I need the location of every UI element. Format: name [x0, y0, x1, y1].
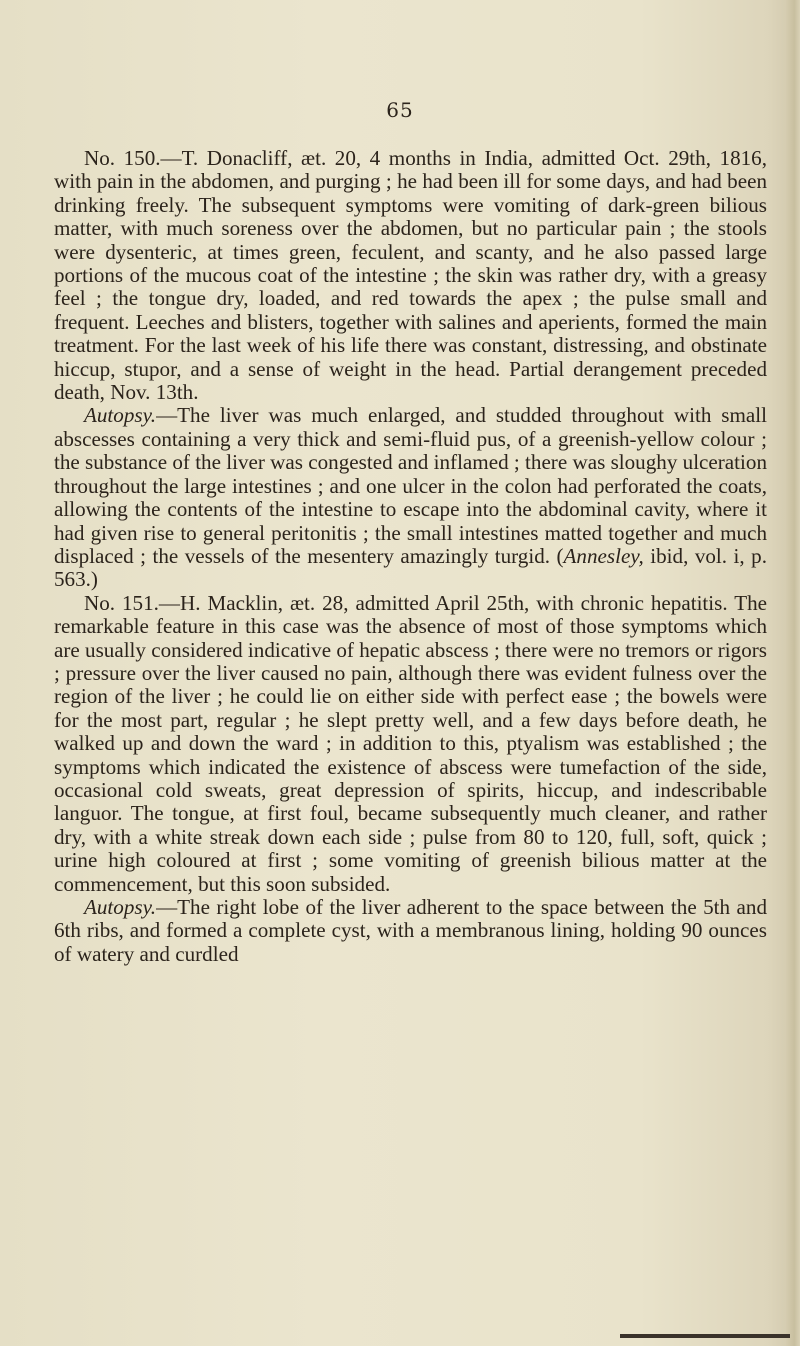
paragraph-text: No. 150.—T. Donacliff, æt. 20, 4 months in India, admitted Oct. 29th, 1816, with pain in the abdomen, and purging ; he had been ill for some days, and had been drinking freely. The subsequent symptoms were vomiting of dark-green bilious matter, with much soreness over the abdomen, but no particular pain ; the stools were dysenteric, at times green, feculent, and scanty, and he also passed large portions of the mucous coat of the intestine ; the skin was rather dry, with a greasy feel ; the tongue dry, loaded, and red towards the apex ; the pulse small and frequent. Leeches and blisters, together with salines and aperients, formed the main treatment. For the last week of his life there was constant, distressing, and obstinate hiccup, stupor, and a sense of weight in the head. Partial derangement preceded death, Nov. 13th.	[54, 146, 767, 405]
page-number: 65	[386, 98, 414, 122]
citation-reference: ibid, vol. i, p. 563.)	[54, 543, 767, 592]
paragraph-lead: Autopsy.	[84, 895, 157, 919]
paragraph-autopsy-150	[54, 404, 767, 591]
paragraph-case-150	[54, 147, 767, 404]
citation-author: Annesley,	[563, 543, 644, 568]
paragraph-lead: Autopsy.	[84, 403, 157, 428]
paragraph-text: No. 151.—H. Macklin, æt. 28, admitted April 25th, with chronic hepatitis. The remarkable feature in this case was the absence of most of those symptoms which are usually considered indicative of hepatic abscess ; there were no tremors or rigors ; pressure over the liver caused no pain, although there was evident fulness over the region of the liver ; he could lie on either side with perfect ease ; the bowels were for the most part, regular ; he slept pretty well, and a few days before death, he walked up and down the ward ; in addition to this, ptyalism was established ; the symptoms which indicated the existence of abscess were tumefaction of the side, occasional cold sweats, great depression of spirits, hiccup, and indescribable languor. The tongue, at first foul, became subsequently much cleaner, and rather dry, with a white streak down each side ; pulse from 80 to 120, full, soft, quick ; urine high coloured at first ; some vomiting of greenish bilious matter at the commencement, but this soon subsided.	[54, 590, 767, 896]
page-edge-shadow	[786, 0, 800, 1346]
body-text	[54, 147, 767, 966]
bottom-rule	[620, 1334, 790, 1338]
paragraph-text: —The liver was much enlarged, and studded throughout with small abscesses containing a very thick and semi-fluid pus, of a greenish-yellow colour ; the substance of the liver was congested and inflamed ; there was sloughy ulceration throughout the large intestines ; and one ulcer in the colon had perforated the coats, allowing the contents of the intestine to escape into the abdominal cavity, where it had given rise to general peritonitis ; the small intestines matted together and much displaced ; the vessels of the mesentery amazingly turgid. (	[54, 403, 767, 568]
paragraph-autopsy-151	[54, 896, 767, 966]
paragraph-case-151	[54, 592, 767, 896]
paragraph-text: —The right lobe of the liver adherent to the space between the 5th and 6th ribs, and formed a complete cyst, with a membranous lining, holding 90 ounces of watery and curdled	[54, 895, 767, 966]
